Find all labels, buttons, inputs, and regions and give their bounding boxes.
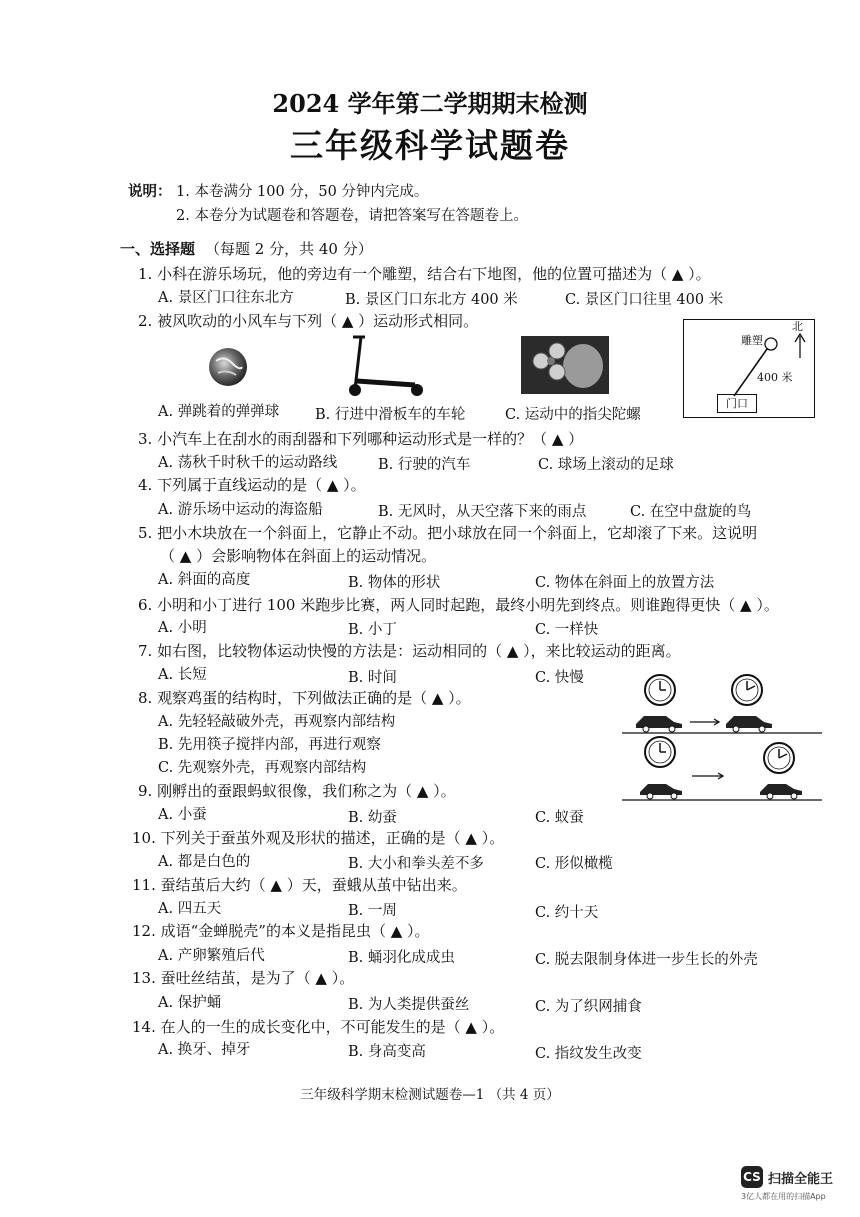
q7-option-a: A. 长短 bbox=[158, 667, 207, 683]
scooter-image bbox=[343, 333, 428, 399]
scanner-watermark bbox=[741, 1166, 834, 1201]
clock-icon bbox=[764, 743, 794, 773]
q14-option-a: A. 换牙、掉牙 bbox=[158, 1042, 251, 1058]
q2-option-b: B. 行进中滑板车的车轮 bbox=[315, 407, 466, 423]
q6-option-c: C. 一样快 bbox=[535, 622, 599, 638]
question-2: 2. 被风吹动的小风车与下列（ ▲ ）运动形式相同。 bbox=[138, 312, 479, 330]
scanner-app-name: 扫描全能王 bbox=[768, 1172, 834, 1187]
q1-option-b: B. 景区门口东北方 400 米 bbox=[345, 292, 518, 308]
q11-option-a: A. 四五天 bbox=[158, 901, 222, 917]
q13-option-b: B. 为人类提供蚕丝 bbox=[348, 997, 470, 1013]
question-10: 10. 下列关于蚕茧外观及形状的描述，正确的是（ ▲ ）。 bbox=[132, 829, 505, 847]
q3-option-b: B. 行驶的汽车 bbox=[378, 457, 471, 473]
car-icon bbox=[760, 784, 802, 799]
q1-option-a: A. 景区门口往东北方 bbox=[158, 290, 294, 306]
scanner-tagline: 3亿人都在用的扫描App bbox=[741, 1192, 826, 1201]
question-13: 13. 蚕吐丝结茧，是为了（ ▲ ）。 bbox=[132, 969, 355, 987]
map-sculpture-label: 雕塑 bbox=[741, 334, 763, 347]
q8-option-c: C. 先观察外壳，再观察内部结构 bbox=[158, 760, 367, 776]
map-distance-label: 400 米 bbox=[757, 371, 793, 384]
exam-title: 2024 学年第二学期期末检测 bbox=[272, 89, 588, 118]
instructions-label: 说明： bbox=[128, 183, 172, 200]
q4-option-a: A. 游乐场中运动的海盗船 bbox=[158, 502, 323, 518]
section-note: （每题 2 分，共 40 分） bbox=[205, 240, 373, 258]
q5-option-a: A. 斜面的高度 bbox=[158, 572, 251, 588]
map-north-label: 北 bbox=[792, 320, 803, 333]
question-1: 1. 小科在游乐场玩，他的旁边有一个雕塑，结合右下地图，他的位置可描述为（ ▲ ）。 bbox=[138, 265, 711, 283]
q12-option-b: B. 蛹羽化成成虫 bbox=[348, 950, 455, 966]
q8-option-b: B. 先用筷子搅拌内部，再进行观察 bbox=[158, 737, 381, 753]
q2-option-a: A. 弹跳着的弹弹球 bbox=[158, 404, 280, 420]
q9-option-c: C. 蚁蚕 bbox=[535, 810, 584, 826]
bouncy-ball-image bbox=[206, 345, 250, 389]
q10-option-c: C. 形似橄榄 bbox=[535, 856, 613, 872]
q14-option-c: C. 指纹发生改变 bbox=[535, 1046, 642, 1062]
question-4: 4. 下列属于直线运动的是（ ▲ ）。 bbox=[138, 476, 366, 494]
map-gate-label: 门口 bbox=[717, 394, 757, 413]
question-7: 7. 如右图，比较物体运动快慢的方法是：运动相同的（ ▲ ），来比较运动的距离。 bbox=[138, 642, 681, 660]
q7-option-c: C. 快慢 bbox=[535, 670, 584, 686]
instructions-line-1: 1. 本卷满分 100 分，50 分钟内完成。 bbox=[176, 184, 429, 200]
question-9: 9. 刚孵出的蚕跟蚂蚁很像，我们称之为（ ▲ ）。 bbox=[138, 782, 456, 800]
q13-option-c: C. 为了织网捕食 bbox=[535, 999, 642, 1015]
q7-option-b: B. 时间 bbox=[348, 670, 397, 686]
car-icon bbox=[640, 784, 682, 799]
q6-option-a: A. 小明 bbox=[158, 620, 207, 636]
q5-option-c: C. 物体在斜面上的放置方法 bbox=[535, 575, 715, 591]
q3-option-c: C. 球场上滚动的足球 bbox=[538, 457, 674, 473]
q14-option-b: B. 身高变高 bbox=[348, 1044, 426, 1060]
q2-option-c: C. 运动中的指尖陀螺 bbox=[505, 407, 641, 423]
page-footer: 三年级科学期末检测试题卷—1 （共 4 页） bbox=[300, 1087, 560, 1103]
q5-option-b: B. 物体的形状 bbox=[348, 575, 441, 591]
q9-option-b: B. 幼蚕 bbox=[348, 810, 397, 826]
q3-option-a: A. 荡秋千时秋千的运动路线 bbox=[158, 455, 338, 471]
question-8: 8. 观察鸡蛋的结构时，下列做法正确的是（ ▲ ）。 bbox=[138, 689, 471, 707]
q11-option-c: C. 约十天 bbox=[535, 905, 599, 921]
q1-option-c: C. 景区门口往里 400 米 bbox=[565, 292, 724, 308]
car-icon bbox=[726, 716, 772, 732]
q4-option-c: C. 在空中盘旋的鸟 bbox=[630, 504, 752, 520]
question-5-continued: （ ▲ ）会影响物体在斜面上的运动情况。 bbox=[160, 547, 437, 565]
question-11: 11. 蚕结茧后大约（ ▲ ）天，蚕蛾从茧中钻出来。 bbox=[132, 876, 467, 894]
q9-option-a: A. 小蚕 bbox=[158, 807, 207, 823]
instructions-line-2: 2. 本卷分为试题卷和答题卷，请把答案写在答题卷上。 bbox=[176, 208, 528, 224]
clock-icon bbox=[645, 675, 675, 705]
section-title: 一、选择题 bbox=[120, 240, 196, 258]
scanner-logo-icon: CS bbox=[741, 1166, 763, 1188]
fidget-spinner-image bbox=[521, 336, 609, 394]
question-14: 14. 在人的一生的成长变化中，不可能发生的是（ ▲ ）。 bbox=[132, 1018, 505, 1036]
clock-icon bbox=[732, 675, 762, 705]
q10-option-a: A. 都是白色的 bbox=[158, 854, 251, 870]
question-6: 6. 小明和小丁进行 100 米跑步比赛，两人同时起跑，最终小明先到终点。则谁跑得更快（ ▲ ）。 bbox=[138, 596, 779, 614]
question-12: 12. 成语“金蝉脱壳”的本义是指昆虫（ ▲ ）。 bbox=[132, 922, 430, 940]
q12-option-a: A. 产卵繁殖后代 bbox=[158, 948, 265, 964]
car-icon bbox=[636, 716, 682, 732]
clock-icon bbox=[645, 737, 675, 767]
speed-comparison-figure bbox=[622, 672, 822, 802]
q12-option-c: C. 脱去限制身体进一步生长的外壳 bbox=[535, 952, 758, 968]
question-3: 3. 小汽车上在刮水的雨刮器和下列哪种运动形式是一样的？（ ▲ ） bbox=[138, 430, 584, 448]
q11-option-b: B. 一周 bbox=[348, 903, 397, 919]
location-map bbox=[683, 319, 815, 418]
q4-option-b: B. 无风时，从天空落下来的雨点 bbox=[378, 504, 587, 520]
q10-option-b: B. 大小和拳头差不多 bbox=[348, 856, 484, 872]
exam-subtitle: 三年级科学试题卷 bbox=[290, 126, 570, 165]
q8-option-a: A. 先轻轻敲破外壳，再观察内部结构 bbox=[158, 714, 396, 730]
q6-option-b: B. 小丁 bbox=[348, 622, 397, 638]
question-5: 5. 把小木块放在一个斜面上，它静止不动。把小球放在同一个斜面上，它却滚了下来。这说明 bbox=[138, 524, 758, 542]
q13-option-a: A. 保护蛹 bbox=[158, 995, 222, 1011]
